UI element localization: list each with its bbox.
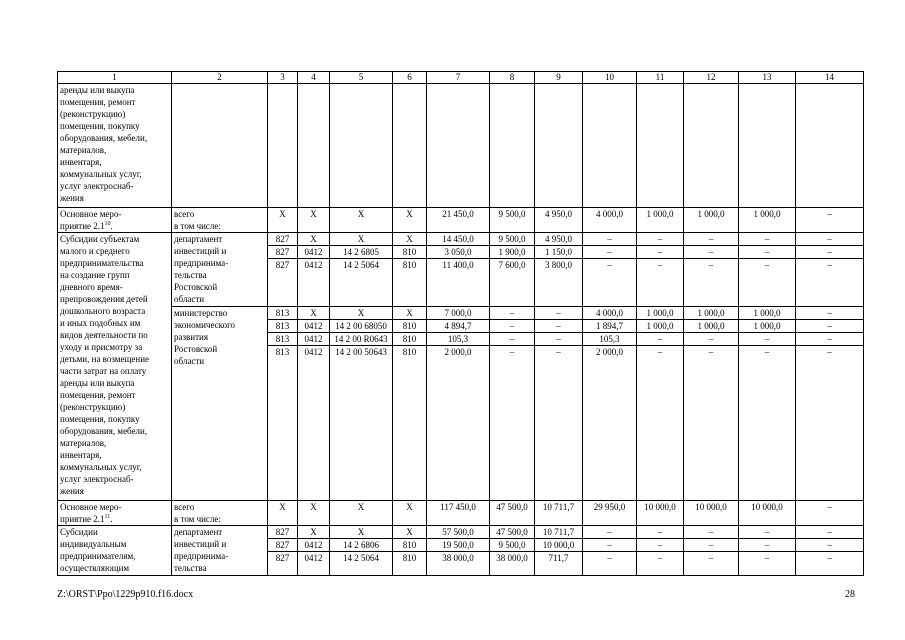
value-cell: 14 2 00 68050 [330, 320, 393, 333]
value-cell: 9 500,0 [490, 208, 535, 233]
value-cell: X [330, 208, 393, 233]
value-cell: 14 2 00 R0643 [330, 333, 393, 346]
value-cell: X [298, 526, 330, 539]
total-label-text: всего в том числе: [174, 502, 221, 524]
column-number: 9 [535, 72, 583, 84]
value-cell: 1 000,0 [637, 307, 684, 320]
value-cell: – [796, 208, 864, 233]
measure-title: Основное меро- приятие 2.1 [60, 502, 122, 524]
empty-cell [268, 84, 298, 208]
value-cell: – [535, 346, 583, 501]
value-cell: – [490, 320, 535, 333]
value-cell: – [796, 501, 864, 526]
value-cell: 1 000,0 [684, 320, 739, 333]
value-cell: – [739, 346, 796, 501]
value-cell: – [637, 233, 684, 246]
value-cell: 7 600,0 [490, 259, 535, 307]
value-cell: – [583, 246, 637, 259]
page-number: 28 [845, 589, 855, 600]
value-cell: 21 450,0 [427, 208, 490, 233]
value-cell: – [796, 246, 864, 259]
value-cell: – [583, 552, 637, 576]
value-cell: 47 500,0 [490, 501, 535, 526]
value-cell: 11 400,0 [427, 259, 490, 307]
value-cell: 3 800,0 [535, 259, 583, 307]
column-number: 10 [583, 72, 637, 84]
column-number: 6 [393, 72, 427, 84]
value-cell: 19 500,0 [427, 539, 490, 552]
value-cell: – [739, 333, 796, 346]
empty-cell [393, 84, 427, 208]
value-cell: – [637, 526, 684, 539]
value-cell: 810 [393, 539, 427, 552]
value-cell: – [637, 246, 684, 259]
value-cell: X [393, 526, 427, 539]
header-row [58, 72, 864, 84]
value-cell: 1 900,0 [490, 246, 535, 259]
value-cell: 1 000,0 [739, 320, 796, 333]
value-cell: 105,3 [427, 333, 490, 346]
value-cell: X [393, 307, 427, 320]
value-cell: – [796, 346, 864, 501]
value-cell: X [393, 208, 427, 233]
value-cell: – [490, 333, 535, 346]
value-cell: 3 050,0 [427, 246, 490, 259]
value-cell: – [637, 346, 684, 501]
column-number: 5 [330, 72, 393, 84]
value-cell: – [739, 539, 796, 552]
value-cell: 1 894,7 [583, 320, 637, 333]
value-cell: 47 500,0 [490, 526, 535, 539]
continuation-cell [58, 84, 172, 208]
value-cell: – [796, 320, 864, 333]
value-cell: 117 450,0 [427, 501, 490, 526]
value-cell: 7 000,0 [427, 307, 490, 320]
value-cell: 0412 [298, 539, 330, 552]
value-cell: – [490, 346, 535, 501]
value-cell: 38 000,0 [490, 552, 535, 576]
table-row [58, 526, 864, 539]
value-cell: – [583, 539, 637, 552]
value-cell: 711,7 [535, 552, 583, 576]
value-cell: 810 [393, 552, 427, 576]
table-row [58, 501, 864, 526]
value-cell: 0412 [298, 552, 330, 576]
value-cell: – [535, 333, 583, 346]
measure-description-text: Субсидии индивидуальным предпринимателям, осуществляющим [60, 527, 136, 573]
executor [172, 233, 268, 307]
value-cell: 0412 [298, 333, 330, 346]
measure-description-text: Субсидии субъектам малого и среднего предпринимательства на создание групп дневного время- препровождения детей дошкольного возраста и иных подобных им видов деятельности по уходу и присмотру за детьми, на возмещение части затрат на оплату аренды или выкупа помещения, ремонт (реконструкцию) помещения, покупку оборудования, мебели, материалов, инвентаря, коммунальных услуг, услуг электроснаб- жения [60, 234, 150, 496]
value-cell: 29 950,0 [583, 501, 637, 526]
value-cell: X [330, 501, 393, 526]
value-cell: 1 000,0 [684, 208, 739, 233]
value-cell: 827 [268, 552, 298, 576]
value-cell: – [684, 346, 739, 501]
value-cell: – [684, 552, 739, 576]
column-number: 3 [268, 72, 298, 84]
value-cell: 810 [393, 259, 427, 307]
value-cell: – [739, 526, 796, 539]
value-cell: 57 500,0 [427, 526, 490, 539]
table-row [58, 208, 864, 233]
value-cell: 1 000,0 [739, 208, 796, 233]
total-label-text: всего в том числе: [174, 209, 221, 231]
value-cell: X [330, 526, 393, 539]
program-table [57, 71, 864, 576]
value-cell: – [796, 526, 864, 539]
value-cell: 1 150,0 [535, 246, 583, 259]
value-cell: X [330, 307, 393, 320]
value-cell: 1 000,0 [637, 208, 684, 233]
measure-title-cell [58, 208, 172, 233]
value-cell: 827 [268, 259, 298, 307]
value-cell: 14 2 6806 [330, 539, 393, 552]
value-cell: 827 [268, 233, 298, 246]
value-cell: 2 000,0 [427, 346, 490, 501]
column-number: 4 [298, 72, 330, 84]
value-cell: 1 000,0 [739, 307, 796, 320]
value-cell: 14 2 5064 [330, 552, 393, 576]
value-cell: 10 000,0 [535, 539, 583, 552]
value-cell: X [298, 501, 330, 526]
value-cell: – [796, 233, 864, 246]
value-cell: 827 [268, 246, 298, 259]
footnote-ref: 11 [104, 514, 111, 520]
column-number: 13 [739, 72, 796, 84]
column-number: 2 [172, 72, 268, 84]
value-cell: 810 [393, 320, 427, 333]
value-cell: X [393, 501, 427, 526]
value-cell: X [268, 501, 298, 526]
value-cell: 4 950,0 [535, 233, 583, 246]
value-cell: 10 000,0 [684, 501, 739, 526]
value-cell: 810 [393, 333, 427, 346]
value-cell: – [535, 307, 583, 320]
value-cell: 14 450,0 [427, 233, 490, 246]
value-cell: 813 [268, 320, 298, 333]
value-cell: – [637, 539, 684, 552]
empty-cell [330, 84, 393, 208]
value-cell: 105,3 [583, 333, 637, 346]
column-number: 14 [796, 72, 864, 84]
value-cell: 0412 [298, 259, 330, 307]
measure-title-cell [58, 501, 172, 526]
value-cell: – [583, 233, 637, 246]
empty-cell [427, 84, 490, 208]
value-cell: 0412 [298, 246, 330, 259]
value-cell: X [298, 307, 330, 320]
column-number: 11 [637, 72, 684, 84]
executor-text: министерство экономического развития Ростовской области [174, 308, 236, 366]
value-cell: 14 2 6805 [330, 246, 393, 259]
value-cell: 810 [393, 246, 427, 259]
table-row [58, 84, 864, 208]
empty-cell [583, 84, 637, 208]
value-cell: 4 950,0 [535, 208, 583, 233]
value-cell: – [637, 333, 684, 346]
value-cell: – [684, 539, 739, 552]
value-cell: – [637, 259, 684, 307]
value-cell: – [684, 259, 739, 307]
value-cell: 813 [268, 346, 298, 501]
value-cell: – [796, 552, 864, 576]
value-cell: X [268, 208, 298, 233]
value-cell: 10 711,7 [535, 501, 583, 526]
empty-cell [535, 84, 583, 208]
value-cell: – [684, 233, 739, 246]
value-cell: 9 500,0 [490, 233, 535, 246]
measure-description [58, 233, 172, 501]
value-cell: 14 2 5064 [330, 259, 393, 307]
file-path: Z:\ORST\Ppo\1229p910.f16.docx [57, 589, 194, 600]
value-cell: 38 000,0 [427, 552, 490, 576]
column-number: 12 [684, 72, 739, 84]
column-number: 8 [490, 72, 535, 84]
value-cell: 9 500,0 [490, 539, 535, 552]
value-cell: 827 [268, 539, 298, 552]
table-row [58, 233, 864, 246]
value-cell: X [298, 233, 330, 246]
column-number: 1 [58, 72, 172, 84]
value-cell: – [535, 320, 583, 333]
total-label [172, 208, 268, 233]
empty-cell [684, 84, 739, 208]
value-cell: X [330, 233, 393, 246]
value-cell: 813 [268, 333, 298, 346]
value-cell: 1 000,0 [637, 320, 684, 333]
value-cell: X [393, 233, 427, 246]
value-cell: 813 [268, 307, 298, 320]
empty-cell [637, 84, 684, 208]
continuation-text: аренды или выкупа помещения, ремонт (реконструкцию) помещения, покупку оборудования, мебели, материалов, инвентаря, коммунальных услуг, услуг электроснаб- жения [60, 85, 148, 203]
measure-title-end: . [110, 514, 113, 524]
measure-description [58, 526, 172, 576]
executor-text: департамент инвестиций и предпринима- тельства [174, 527, 229, 573]
value-cell: – [583, 259, 637, 307]
value-cell: – [796, 333, 864, 346]
value-cell: – [684, 333, 739, 346]
value-cell: – [583, 526, 637, 539]
value-cell: 0412 [298, 320, 330, 333]
value-cell: 2 000,0 [583, 346, 637, 501]
executor [172, 307, 268, 501]
value-cell: – [739, 246, 796, 259]
value-cell: 0412 [298, 346, 330, 501]
value-cell: 4 000,0 [583, 208, 637, 233]
measure-title-end: . [110, 221, 113, 231]
value-cell: – [684, 526, 739, 539]
empty-cell [490, 84, 535, 208]
value-cell: – [796, 259, 864, 307]
value-cell: 827 [268, 526, 298, 539]
empty-cell [796, 84, 864, 208]
value-cell: – [739, 259, 796, 307]
empty-cell [172, 84, 268, 208]
value-cell: X [298, 208, 330, 233]
value-cell: 4 000,0 [583, 307, 637, 320]
value-cell: 10 711,7 [535, 526, 583, 539]
value-cell: – [796, 307, 864, 320]
value-cell: – [490, 307, 535, 320]
value-cell: – [739, 552, 796, 576]
table-row [58, 307, 864, 320]
value-cell: 14 2 00 50643 [330, 346, 393, 501]
footnote-ref: 10 [104, 221, 111, 227]
value-cell: 4 894,7 [427, 320, 490, 333]
column-number: 7 [427, 72, 490, 84]
measure-title: Основное меро- приятие 2.1 [60, 209, 122, 231]
value-cell: 10 000,0 [637, 501, 684, 526]
value-cell: – [637, 552, 684, 576]
executor [172, 526, 268, 576]
executor-text: департамент инвестиций и предпринима- тельства Ростовской области [174, 234, 229, 304]
value-cell: 810 [393, 346, 427, 501]
value-cell: – [739, 233, 796, 246]
empty-cell [739, 84, 796, 208]
value-cell: – [684, 246, 739, 259]
value-cell: 1 000,0 [684, 307, 739, 320]
total-label [172, 501, 268, 526]
empty-cell [298, 84, 330, 208]
value-cell: 10 000,0 [739, 501, 796, 526]
value-cell: – [796, 539, 864, 552]
